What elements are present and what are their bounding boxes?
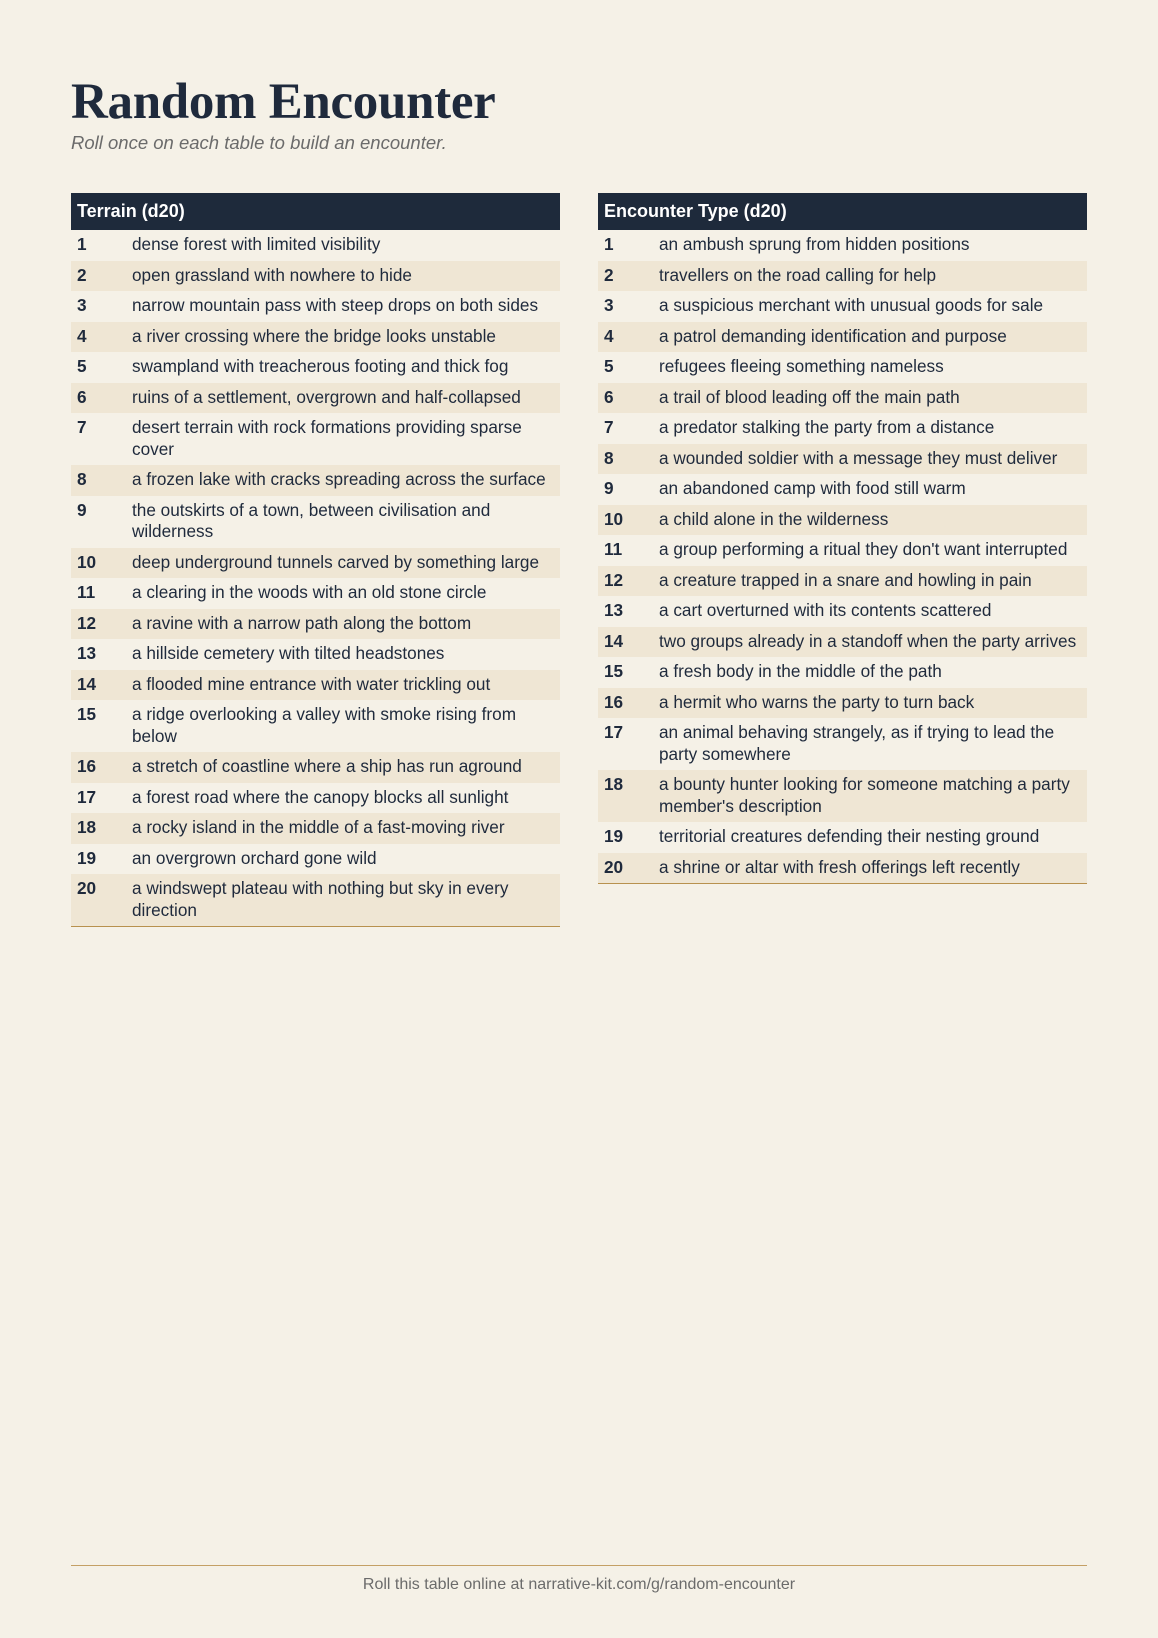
table-row [598,657,1087,688]
roll-number: 20 [604,856,624,877]
result-text: a bounty hunter looking for someone matching a party member's description [659,774,1070,816]
roll-number: 2 [604,264,614,285]
table-row [71,874,560,926]
table-row [598,770,1087,822]
roll-number: 15 [604,661,624,681]
result-text: an abandoned camp with food still warm [659,478,966,498]
table-row [71,639,560,670]
roll-number: 17 [604,722,624,742]
table-row [71,783,560,814]
table-row [71,548,560,579]
table-row [598,535,1087,566]
result-text: open grassland with nowhere to hide [132,264,412,285]
roll-number: 15 [77,704,97,724]
roll-number: 10 [77,551,97,572]
result-text: a ridge overlooking a valley with smoke rising from below [132,704,517,746]
table-row [598,352,1087,383]
table-row [598,853,1087,884]
encounter-type-table-rows [598,230,1087,883]
result-text: a forest road where the canopy blocks all sunlight [132,786,509,807]
table-row [598,505,1087,536]
table-row [598,261,1087,292]
table-row [71,752,560,783]
roll-number: 17 [77,786,97,807]
roll-number: 5 [604,356,614,376]
roll-number: 11 [77,582,96,602]
roll-number: 12 [604,569,624,590]
result-text: travellers on the road calling for help [659,264,937,285]
roll-number: 18 [77,817,97,837]
result-text: a stretch of coastline where a ship has run aground [132,756,522,776]
result-text: a hermit who warns the party to turn back [659,691,975,712]
roll-number: 6 [604,386,614,407]
table-row [598,474,1087,505]
roll-number: 14 [77,673,97,694]
roll-number: 10 [604,508,624,529]
table-row [71,322,560,353]
roll-number: 9 [604,478,614,498]
result-text: a wounded soldier with a message they must deliver [659,447,1058,468]
table-row [71,261,560,292]
result-text: a hillside cemetery with tilted headstones [132,643,445,663]
table-row [598,230,1087,261]
result-text: a clearing in the woods with an old stone circle [132,582,487,602]
result-text: an overgrown orchard gone wild [132,847,377,868]
table-row [598,413,1087,444]
table-row [598,718,1087,770]
table-row [71,844,560,875]
roll-number: 12 [77,612,97,633]
result-text: a river crossing where the bridge looks unstable [132,325,496,346]
result-text: territorial creatures defending their nesting ground [659,826,1040,846]
roll-number: 11 [604,539,623,559]
table-row [598,596,1087,627]
roll-number: 3 [604,295,614,315]
roll-number: 4 [77,325,87,346]
result-text: deep underground tunnels carved by something large [132,551,540,572]
table-row [598,383,1087,414]
roll-number: 8 [77,469,87,489]
result-text: a predator stalking the party from a distance [659,417,995,437]
result-text: a shrine or altar with fresh offerings left recently [659,856,1020,877]
result-text: a flooded mine entrance with water trickling out [132,673,491,694]
page-subtitle: Roll once on each table to build an encounter. [71,132,447,153]
roll-number: 13 [604,600,624,620]
result-text: a suspicious merchant with unusual goods for sale [659,295,1044,315]
table-row [71,352,560,383]
roll-number: 13 [77,643,97,663]
result-text: a trail of blood leading off the main path [659,386,960,407]
table-row [71,578,560,609]
roll-number: 1 [77,234,87,254]
table-row [71,413,560,465]
table-row [71,700,560,752]
result-text: refugees fleeing something nameless [659,356,944,376]
roll-number: 1 [604,234,614,254]
table-row [71,813,560,844]
table-row [71,291,560,322]
page-title: Random Encounter [71,74,496,130]
table-row [598,444,1087,475]
table-row [71,383,560,414]
table-row [71,609,560,640]
table-row [598,291,1087,322]
encounter-type-table [598,193,1087,884]
roll-number: 7 [604,417,614,437]
result-text: a patrol demanding identification and purpose [659,325,1007,346]
roll-number: 14 [604,630,624,651]
terrain-table [71,193,560,927]
roll-number: 2 [77,264,87,285]
roll-number: 4 [604,325,614,346]
table-row [71,230,560,261]
result-text: a creature trapped in a snare and howling in pain [659,569,1032,590]
result-text: narrow mountain pass with steep drops on both sides [132,295,539,315]
roll-number: 16 [77,756,97,776]
result-text: a rocky island in the middle of a fast-moving river [132,817,505,837]
table-row [598,566,1087,597]
result-text: a group performing a ritual they don't want interrupted [659,539,1068,559]
terrain-table-rows [71,230,560,926]
footer-text: Roll this table online at narrative-kit.com/g/random-encounter [362,1576,796,1593]
table-row [71,670,560,701]
roll-number: 6 [77,386,87,407]
roll-number: 19 [77,847,97,868]
result-text: the outskirts of a town, between civilisation and wilderness [132,499,491,541]
result-text: dense forest with limited visibility [132,234,381,254]
terrain-table-header: Terrain (d20) [71,193,560,230]
encounter-type-table-header: Encounter Type (d20) [598,193,1087,230]
result-text: two groups already in a standoff when the party arrives [659,630,1077,651]
roll-number: 16 [604,691,624,712]
roll-number: 3 [77,295,87,315]
roll-number: 19 [604,826,624,846]
result-text: ruins of a settlement, overgrown and half-collapsed [132,386,521,407]
table-row [598,627,1087,658]
result-text: swampland with treacherous footing and thick fog [132,356,509,376]
roll-number: 20 [77,878,97,898]
table-row [598,822,1087,853]
result-text: a windswept plateau with nothing but sky in every direction [132,878,509,920]
result-text: desert terrain with rock formations providing sparse cover [132,417,522,459]
result-text: an animal behaving strangely, as if trying to lead the party somewhere [659,722,1055,764]
roll-number: 8 [604,447,614,468]
table-row [598,322,1087,353]
roll-number: 7 [77,417,87,437]
result-text: a cart overturned with its contents scattered [659,600,992,620]
result-text: a child alone in the wilderness [659,508,889,529]
result-text: a ravine with a narrow path along the bottom [132,612,472,633]
result-text: a fresh body in the middle of the path [659,661,942,681]
result-text: an ambush sprung from hidden positions [659,234,970,254]
table-row [71,465,560,496]
result-text: a frozen lake with cracks spreading across the surface [132,469,546,489]
roll-number: 18 [604,774,624,794]
table-row [598,688,1087,719]
roll-number: 5 [77,356,87,376]
footer-divider [71,1565,1087,1566]
table-row [71,496,560,548]
roll-number: 9 [77,499,87,520]
